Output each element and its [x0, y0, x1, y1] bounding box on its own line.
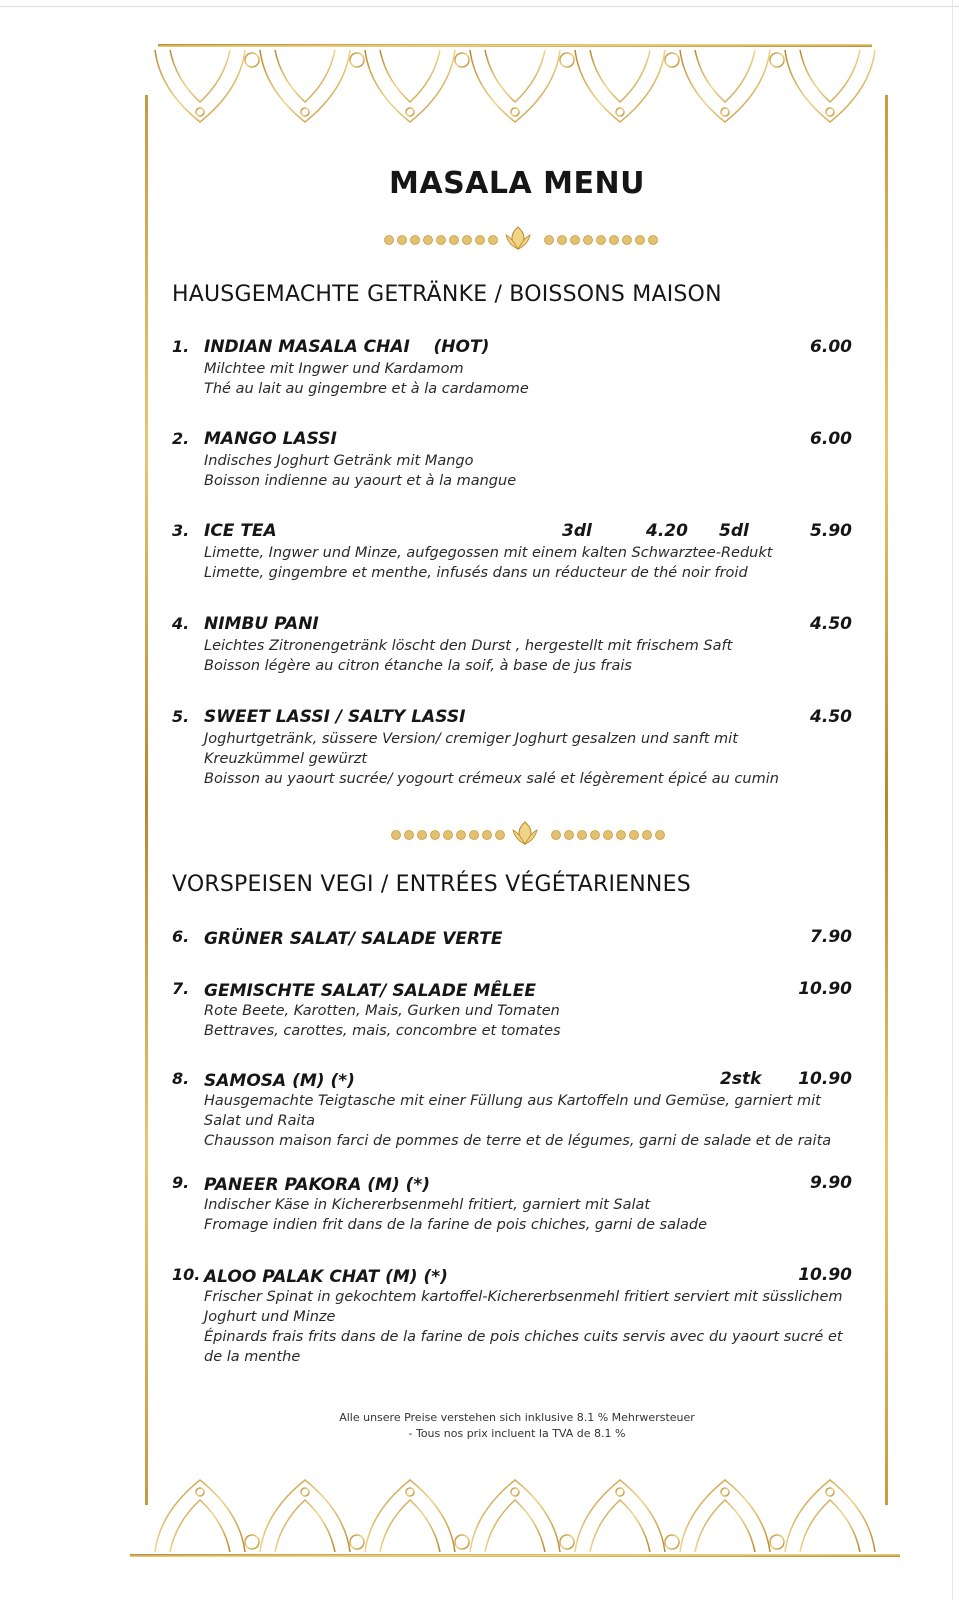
item-price: 4.50: [810, 707, 852, 727]
item-number: 1.: [172, 337, 190, 356]
item-number: 8.: [172, 1069, 190, 1088]
item-number: 4.: [172, 614, 190, 633]
description-line: Leichtes Zitronengetränk löscht den Durst , hergestellt mit frischem Saft: [204, 638, 733, 654]
item-price: 10.90: [798, 979, 852, 999]
item-name: MANGO LASSI: [204, 429, 337, 449]
item-name: INDIAN MASALA CHAI (HOT): [204, 337, 490, 357]
item-quantity: 2stk: [720, 1069, 762, 1089]
frame-right-border: [885, 95, 888, 1505]
item-size-large: 5dl: [719, 521, 749, 541]
item-number: 5.: [172, 707, 190, 726]
description-line: Frischer Spinat in gekochtem kartoffel-Kichererbsenmehl fritiert serviert mit süsslichem Joghurt und Minze: [204, 1289, 843, 1325]
section-title-drinks: HAUSGEMACHTE GETRÄNKE / BOISSONS MAISON: [172, 282, 722, 307]
lotus-divider-icon: [378, 223, 658, 253]
item-number: 7.: [172, 979, 190, 998]
description-line: Boisson légère au citron étanche la soif, à base de jus frais: [204, 658, 632, 674]
item-number: 6.: [172, 927, 190, 946]
lotus-divider-icon: [385, 818, 665, 848]
item-number: 10.: [172, 1265, 201, 1284]
item-description: [204, 451, 854, 491]
description-line: Rote Beete, Karotten, Mais, Gurken und Tomaten: [204, 1003, 560, 1019]
item-price: 10.90: [798, 1069, 852, 1089]
item-name: ALOO PALAK CHAT (M) (*): [204, 1267, 448, 1287]
description-line: Boisson au yaourt sucrée/ yogourt crémeux salé et légèrement épicé au cumin: [204, 771, 779, 787]
item-price: 4.50: [810, 614, 852, 634]
item-name: ICE TEA: [204, 521, 277, 541]
description-line: Épinards frais frits dans de la farine de pois chiches cuits servis avec du yaourt sucré et de la menthe: [204, 1329, 843, 1365]
ornamental-border-top-icon: [130, 42, 900, 132]
item-description: [204, 1287, 854, 1367]
ornamental-border-bottom-icon: [130, 1472, 900, 1562]
item-name: GRÜNER SALAT/ SALADE VERTE: [204, 929, 503, 949]
item-description: [204, 1091, 854, 1151]
item-number: 3.: [172, 521, 190, 540]
description-line: Joghurtgetränk, süssere Version/ cremiger Joghurt gesalzen und sanft mit Kreuzkümmel gewürzt: [204, 731, 738, 767]
item-description: [204, 543, 854, 583]
vat-note-german: Alle unsere Preise verstehen sich inklusive 8.1 % Mehrwersteuer: [339, 1411, 695, 1424]
item-price: 7.90: [810, 927, 852, 947]
item-description: [204, 636, 854, 676]
description-line: Bettraves, carottes, mais, concombre et tomates: [204, 1023, 561, 1039]
frame-left-border: [145, 95, 148, 1505]
description-line: Thé au lait au gingembre et à la cardamome: [204, 381, 529, 397]
page-edge: [952, 0, 953, 1600]
top-edge-line: [0, 6, 959, 7]
item-price: 6.00: [810, 337, 852, 357]
description-line: Fromage indien frit dans de la farine de pois chiches, garni de salade: [204, 1217, 708, 1233]
item-price: 10.90: [798, 1265, 852, 1285]
description-line: Chausson maison farci de pommes de terre et de légumes, garni de salade et de raita: [204, 1133, 832, 1149]
item-name: SAMOSA (M) (*): [204, 1071, 355, 1091]
item-name: GEMISCHTE SALAT/ SALADE MÊLEE: [204, 981, 536, 1001]
description-line: Limette, Ingwer und Minze, aufgegossen mit einem kalten Schwarztee-Redukt: [204, 545, 773, 561]
item-description: [204, 1195, 854, 1235]
section-title-starters: VORSPEISEN VEGI / ENTRÉES VÉGÉTARIENNES: [172, 872, 691, 897]
item-size-small: 3dl: [562, 521, 592, 541]
item-description: [204, 359, 854, 399]
description-line: Indisches Joghurt Getränk mit Mango: [204, 453, 474, 469]
item-description: [204, 729, 789, 789]
item-number: 9.: [172, 1173, 190, 1192]
description-line: Limette, gingembre et menthe, infusés dans un réducteur de thé noir froid: [204, 565, 748, 581]
item-description: [204, 1001, 854, 1041]
description-line: Indischer Käse in Kichererbsenmehl fritiert, garniert mit Salat: [204, 1197, 651, 1213]
vat-note-french: - Tous nos prix incluent la TVA de 8.1 %: [408, 1427, 626, 1440]
item-price: 6.00: [810, 429, 852, 449]
menu-title: MASALA MENU: [389, 166, 645, 201]
description-line: Hausgemachte Teigtasche mit einer Füllung aus Kartoffeln und Gemüse, garniert mit Salat und Raita: [204, 1093, 821, 1129]
item-number: 2.: [172, 429, 190, 448]
vat-note: [150, 1410, 884, 1442]
item-name: SWEET LASSI / SALTY LASSI: [204, 707, 466, 727]
item-name: PANEER PAKORA (M) (*): [204, 1175, 431, 1195]
description-line: Boisson indienne au yaourt et à la mangue: [204, 473, 517, 489]
item-price: 9.90: [810, 1173, 852, 1193]
description-line: Milchtee mit Ingwer und Kardamom: [204, 361, 464, 377]
item-name: NIMBU PANI: [204, 614, 319, 634]
item-price-small: 4.20: [646, 521, 688, 541]
item-price: 5.90: [810, 521, 852, 541]
